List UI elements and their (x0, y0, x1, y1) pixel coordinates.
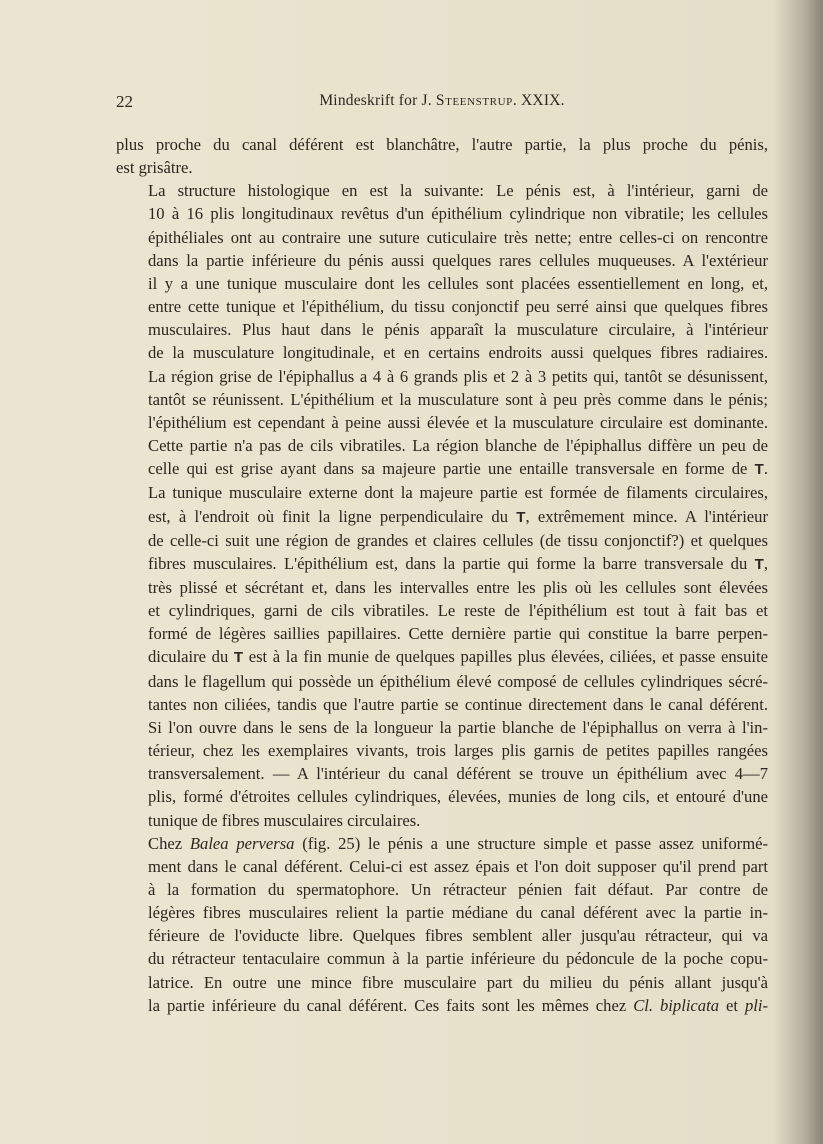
text-line: fibres musculaires. L'épithélium est, dans la partie qui forme la barre transversale du T, (148, 553, 768, 573)
running-head-author: Steenstrup (435, 92, 513, 109)
text-line: plus proche du canal déférent est blanchâtre, l'autre partie, la plus proche du pénis, (116, 135, 768, 154)
text-line: à la formation du spermatophore. Un rétracteur pénien fait défaut. Par contre de (148, 880, 768, 899)
text-line: formé de légères saillies papillaires. Cette dernière partie qui constitue la barre perpen- (148, 624, 768, 644)
text-line: ment dans le canal déférent. Celui-ci est assez épais et l'on doit supposer qu'il prend part (148, 856, 768, 876)
paragraph (116, 179, 768, 831)
text-line: légères fibres musculaires relient la partie médiane du canal déférent avec la partie in- (148, 903, 768, 923)
text-line: est grisâtre. (116, 158, 193, 178)
paragraph (116, 133, 768, 179)
text-line: de la musculature longitudinale, et en certains endroits aussi quelques fibres radiaires. (148, 343, 768, 363)
text-line: Chez Balea perversa (fig. 25) le pénis a une structure simple et passe assez uniformé- (148, 833, 769, 853)
page-header (116, 92, 768, 120)
text-line: épithéliales ont au contraire une suture cuticulaire très nette; entre celles-ci on rencontre (148, 227, 768, 247)
text-line: tantes non ciliées, tandis que l'autre partie se continue directement dans le canal déférent. (148, 694, 768, 714)
text-line: dans le flagellum qui possède un épithélium élevé composé de cellules cylindriques sécré- (148, 671, 768, 691)
text-line: La région grise de l'épiphallus a 4 à 6 grands plis et 2 à 3 petits qui, tantôt se désunissent, (148, 366, 768, 386)
text-line: tunique de fibres musculaires circulaires. (148, 810, 421, 830)
running-head-prefix: Mindeskrift for J. (319, 92, 436, 109)
text-line: plis, formé d'étroites cellules cylindriques, élevées, munies de long cils, et entouré d'une (148, 787, 768, 807)
text-line: Cette partie n'a pas de cils vibratiles. La région blanche de l'épiphallus diffère un peu de (148, 436, 768, 456)
text-line: l'épithélium est cependant à peine aussi élevée et la musculature circulaire est dominante. (148, 412, 768, 432)
text-line: dans la partie inférieure du pénis aussi quelques rares cellules muqueuses. A l'extérieur (148, 250, 768, 270)
running-head-suffix: . XXIX. (512, 92, 565, 109)
text-line: et cylindriques, garni de cils vibratiles. Le reste de l'épithélium est tout à fait bas et (148, 601, 768, 621)
text-line: celle qui est grise ayant dans sa majeure partie une entaille transversale en forme de T. (148, 459, 768, 479)
text-line: musculaires. Plus haut dans le pénis apparaît la musculature circulaire, à l'intérieur (148, 320, 768, 340)
text-line: 10 à 16 plis longitudinaux revêtus d'un épithélium cylindrique non vibratile; les cellules (148, 204, 768, 224)
text-line: latrice. En outre une mince fibre musculaire part du milieu du pénis allant jusqu'à (148, 972, 768, 992)
running-head (116, 92, 768, 110)
body-text (116, 133, 768, 1017)
text-line: Si l'on ouvre dans le sens de la longueur la partie blanche de l'épiphallus on verra à l'in- (148, 717, 768, 737)
text-line: tantôt se réunissent. L'épithélium et la musculature sont à peu près comme dans le pénis; (148, 389, 768, 409)
text-line: La tunique musculaire externe dont la majeure partie est formée de filaments circulaires, (148, 483, 768, 503)
page-number: 22 (116, 92, 133, 111)
text-line: férieure de l'oviducte libre. Quelques fibres semblent aller jusqu'au rétracteur, qui va (148, 926, 768, 946)
text-line: transversalement. — A l'intérieur du canal déférent se trouve un épithélium avec 4—7 (148, 764, 768, 784)
text-line: très plissé et sécrétant et, dans les intervalles entre les plis où les cellules sont élevées (148, 577, 768, 597)
text-line: diculaire du T est à la fin munie de quelques papilles plus élevées, ciliées, et passe ensuite (148, 647, 769, 667)
text-line: est, à l'endroit où finit la ligne perpendiculaire du T, extrêmement mince. A l'intérieur (148, 506, 768, 526)
text-line: du rétracteur tentaculaire commun à la partie inférieure du pédoncule de la poche copu- (148, 949, 768, 969)
text-line: térieur, chez les exemplaires vivants, trois larges plis garnis de petites papilles rangées (148, 741, 768, 761)
text-line: il y a une tunique musculaire dont les cellules sont placées essentiellement en long, et, (148, 273, 768, 293)
paragraph (116, 832, 768, 1017)
text-line: la partie inférieure du canal déférent. Ces faits sont les mêmes chez Cl. biplicata et pli- (148, 995, 769, 1015)
text-line: La structure histologique en est la suivante: Le pénis est, à l'intérieur, garni de (148, 181, 768, 201)
text-line: de celle-ci suit une région de grandes et claires cellules (de tissu conjonctif?) et quelques (148, 530, 768, 550)
text-line: entre cette tunique et l'épithélium, du tissu conjonctif peu serré ainsi que quelques fibres (148, 297, 768, 317)
